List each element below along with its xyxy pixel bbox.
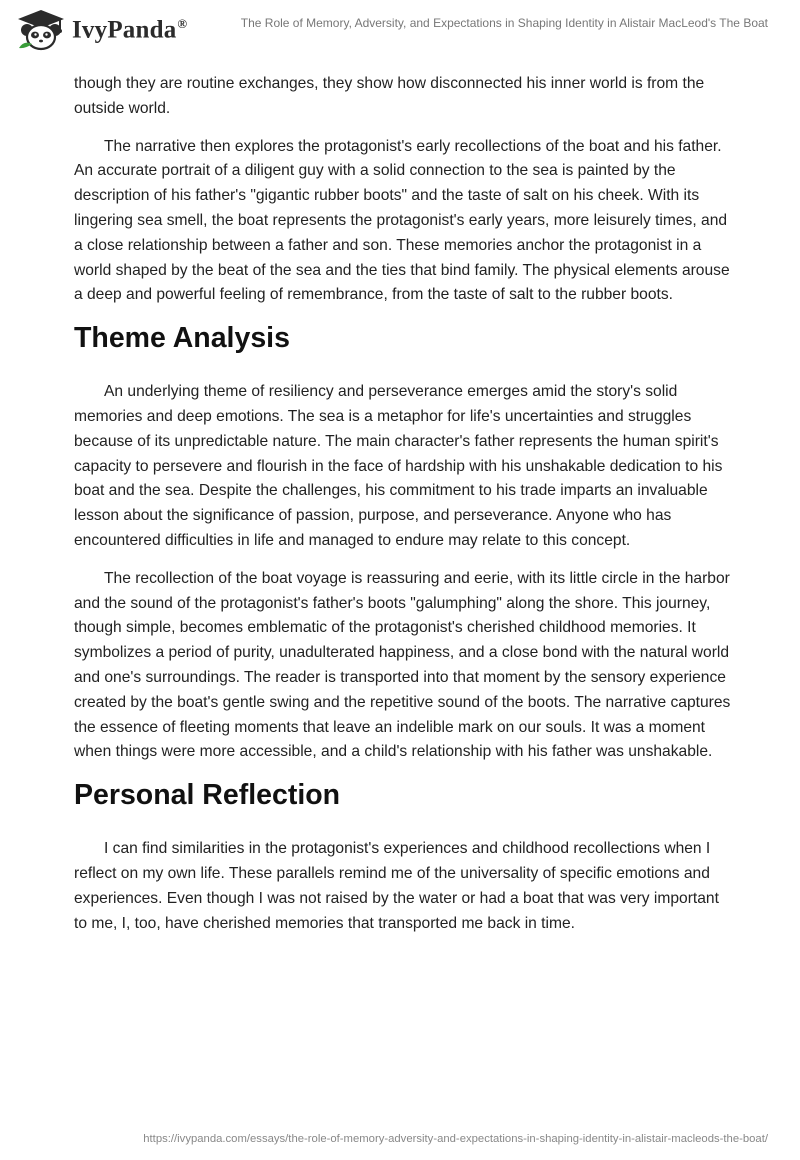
heading-theme-analysis: Theme Analysis: [74, 322, 290, 355]
article-body: [74, 72, 734, 949]
paragraph-reflection: I can find similarities in the protagonist's experiences and childhood recollections when I reflect on my own life. These parallels remind me of the universality of specific emotions and experiences. Even though I was not raised by the water or had a boat that was very important to me, I, too, have cherished memories that transported me back in time.: [74, 840, 719, 932]
paragraph-theme-1: An underlying theme of resiliency and perseverance emerges amid the story's solid memories and deep emotions. The sea is a metaphor for life's uncertainties and struggles because of its unpredictable nature. The main character's father represents the human spirit's capacity to persevere and flourish in the face of hardship with his unshakable dedication to his boat and the sea. Despite the challenges, his commitment to his trade imparts an invaluable lesson about the significance of passion, purpose, and perseverance. Anyone who has encountered difficulties in life and managed to endure may relate to this concept.: [74, 383, 723, 549]
document-title: The Role of Memory, Adversity, and Expectations in Shaping Identity in Alistair MacLeod's The Boat: [240, 16, 768, 30]
logo-text: IvyPanda®: [72, 15, 188, 44]
heading-personal-reflection: Personal Reflection: [74, 779, 341, 812]
source-url-link[interactable]: https://ivypanda.com/essays/the-role-of-memory-adversity-and-expectations-in-shaping-identity-in-alistair-macleods-the-boat/: [143, 1133, 768, 1145]
ivypanda-logo[interactable]: [16, 8, 187, 52]
paragraph-recollections: The narrative then explores the protagonist's early recollections of the boat and his father. An accurate portrait of a diligent guy with a solid connection to the sea is painted by the description of his father's "gigantic rubber boots" and the taste of salt on his cheek. With its lingering sea smell, the boat represents the protagonist's early years, more leisurely times, and a close relationship between a father and son. These memories anchor the protagonist in a world shaped by the beat of the sea and the ties that bind family. The physical elements arouse a deep and powerful feeling of remembrance, from the taste of salt to the rubber boots.: [74, 137, 730, 304]
paragraph-continued: though they are routine exchanges, they show how disconnected his inner world is from the outside world.: [74, 75, 705, 117]
panda-graduate-icon: [16, 8, 66, 52]
page-header: [0, 0, 800, 62]
paragraph-theme-2: The recollection of the boat voyage is reassuring and eerie, with its little circle in the harbor and the sound of the protagonist's father's boots "galumphing" along the shore. This journey, though simple, becomes emblematic of the protagonist's cherished childhood memories. It symbolizes a period of purity, unadulterated happiness, and a close bond with the natural world and one's surroundings. The reader is transported into that moment by the sensory experience created by the boat's gentle swing and the repetitive sound of the boots. The narrative captures the essence of fleeting moments that leave an indelible mark on our souls. It was a moment when things were more accessible, and a child's relationship with his father was unshakable.: [74, 569, 731, 761]
